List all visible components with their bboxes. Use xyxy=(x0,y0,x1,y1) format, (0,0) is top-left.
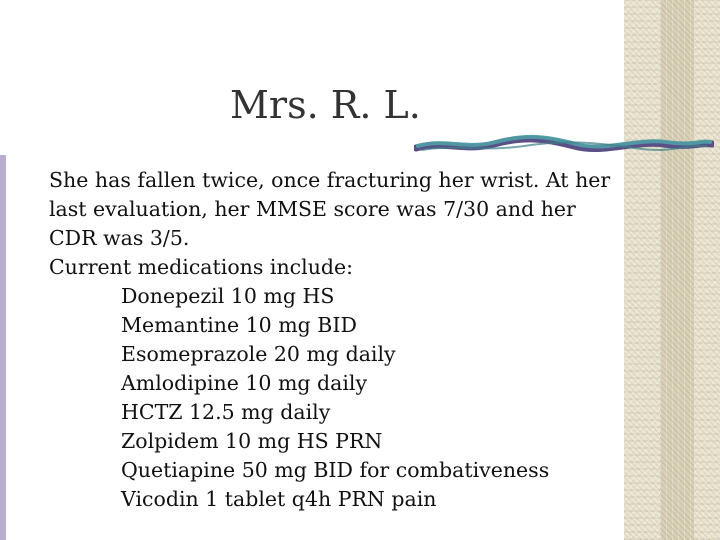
history-line: CDR was 3/5. xyxy=(49,226,190,250)
slide-title: Mrs. R. L. xyxy=(230,83,421,127)
history-line: last evaluation, her MMSE score was 7/30 and her xyxy=(49,197,576,221)
medication-item: Donepezil 10 mg HS xyxy=(121,284,335,308)
medication-item: HCTZ 12.5 mg daily xyxy=(121,400,331,424)
medications-heading: Current medications include: xyxy=(49,255,354,279)
medication-item: Zolpidem 10 mg HS PRN xyxy=(121,429,383,453)
medication-item: Quetiapine 50 mg BID for combativeness xyxy=(121,458,550,482)
decorative-squiggle xyxy=(414,132,714,158)
medication-item: Amlodipine 10 mg daily xyxy=(121,371,368,395)
medication-item: Memantine 10 mg BID xyxy=(121,313,357,337)
medication-item: Vicodin 1 tablet q4h PRN pain xyxy=(121,487,437,511)
history-line: She has fallen twice, once fracturing her wrist. At her xyxy=(49,168,611,192)
left-accent-bar xyxy=(0,155,6,540)
slide-body xyxy=(49,166,699,514)
medication-item: Esomeprazole 20 mg daily xyxy=(121,342,396,366)
